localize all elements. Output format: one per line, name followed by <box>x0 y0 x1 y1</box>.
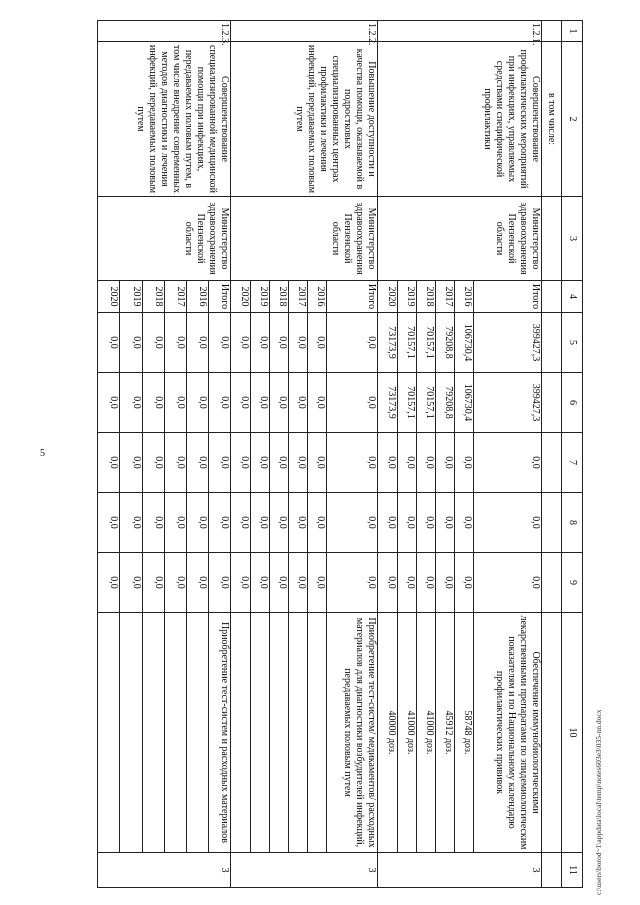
value-cell: 0,0 <box>250 433 269 493</box>
total-value: 0,0 <box>327 313 378 373</box>
row-number: 1.2.2. <box>231 21 378 42</box>
total-label: Итого <box>327 281 378 313</box>
value-cell: 0,0 <box>120 433 142 493</box>
year-cell: 2020 <box>378 281 397 313</box>
value-cell: 0,0 <box>98 373 120 433</box>
column-number-cell: 7 <box>562 433 583 493</box>
value-cell: 0,0 <box>436 553 455 613</box>
measure-name: Совершенствование профилактических мероприятий при инфекциях, управляемых средствами специфической профилактики <box>378 42 541 197</box>
value-cell: 0,0 <box>231 373 250 433</box>
column-number-cell: 9 <box>562 553 583 613</box>
value-cell: 0,0 <box>416 433 435 493</box>
result-title: Приобретение тест-систем и расходных материалов <box>209 613 231 853</box>
value-cell: 0,0 <box>289 433 308 493</box>
value-cell: 0,0 <box>142 313 164 373</box>
value-cell: 79208,8 <box>436 373 455 433</box>
total-value: 0,0 <box>474 493 541 553</box>
value-cell: 0,0 <box>231 433 250 493</box>
column-numbers-row <box>562 21 583 888</box>
value-cell: 0,0 <box>378 553 397 613</box>
value-cell: 0,0 <box>269 493 288 553</box>
year-cell: 2018 <box>142 281 164 313</box>
executor: Министерство здравоохранения Пензенской области <box>378 197 541 281</box>
value-cell: 0,0 <box>289 373 308 433</box>
result-value <box>142 613 164 853</box>
value-cell: 106730,4 <box>455 313 474 373</box>
result-value: 41000 доз. <box>416 613 435 853</box>
value-cell: 0,0 <box>250 493 269 553</box>
in-total-label: в том числе: <box>541 42 562 197</box>
value-cell: 0,0 <box>308 313 327 373</box>
value-cell: 0,0 <box>98 553 120 613</box>
footer-file-path: c:\users\borod~1\appdata\local\temp\notes603e3\035-nn.docx <box>594 709 603 895</box>
value-cell: 0,0 <box>186 313 208 373</box>
value-cell: 70157,1 <box>397 373 416 433</box>
page-number: 5 <box>40 448 45 459</box>
indicator-number: 3 <box>378 853 541 888</box>
program-table <box>97 20 583 888</box>
result-value <box>98 613 120 853</box>
value-cell: 73173,9 <box>378 373 397 433</box>
value-cell: 0,0 <box>397 493 416 553</box>
total-value: 0,0 <box>474 433 541 493</box>
total-value: 0,0 <box>327 433 378 493</box>
column-number-cell: 5 <box>562 313 583 373</box>
year-cell: 2020 <box>231 281 250 313</box>
value-cell: 0,0 <box>164 553 186 613</box>
value-cell: 0,0 <box>98 493 120 553</box>
result-value <box>164 613 186 853</box>
year-cell: 2016 <box>186 281 208 313</box>
value-cell: 0,0 <box>186 553 208 613</box>
value-cell: 0,0 <box>397 553 416 613</box>
value-cell: 0,0 <box>120 313 142 373</box>
block-total-row <box>474 21 541 888</box>
measure-name: Совершенствование специализированной медицинской помощи при инфекциях, передаваемых половым путем, в том числе внедрение современных методов диагностики и лечения инфекций, передаваемых половым путем <box>98 42 231 197</box>
value-cell: 70157,1 <box>416 313 435 373</box>
value-cell: 0,0 <box>142 433 164 493</box>
block-total-row <box>327 21 378 888</box>
indicator-number: 3 <box>231 853 378 888</box>
value-cell: 0,0 <box>416 493 435 553</box>
year-cell: 2020 <box>98 281 120 313</box>
total-value: 0,0 <box>209 313 231 373</box>
value-cell: 0,0 <box>120 373 142 433</box>
value-cell: 0,0 <box>289 493 308 553</box>
value-cell: 0,0 <box>397 433 416 493</box>
rotated-table-container <box>97 20 583 887</box>
column-number-cell: 10 <box>562 613 583 853</box>
indicator-number: 3 <box>98 853 231 888</box>
result-value <box>289 613 308 853</box>
value-cell: 73173,9 <box>378 313 397 373</box>
value-cell: 0,0 <box>98 313 120 373</box>
result-value <box>250 613 269 853</box>
year-cell: 2016 <box>308 281 327 313</box>
value-cell: 0,0 <box>164 433 186 493</box>
year-cell: 2019 <box>397 281 416 313</box>
value-cell: 0,0 <box>186 373 208 433</box>
total-value: 0,0 <box>327 553 378 613</box>
value-cell: 0,0 <box>186 493 208 553</box>
value-cell: 0,0 <box>164 493 186 553</box>
row-number: 1.2.1. <box>378 21 541 42</box>
value-cell: 0,0 <box>231 313 250 373</box>
total-value: 0,0 <box>474 553 541 613</box>
column-number-cell: 6 <box>562 373 583 433</box>
column-number-cell: 1 <box>562 21 583 42</box>
year-cell: 2017 <box>164 281 186 313</box>
blank-cell <box>541 21 562 42</box>
result-value: 45912 доз. <box>436 613 455 853</box>
result-value <box>120 613 142 853</box>
value-cell: 0,0 <box>269 373 288 433</box>
year-cell: 2017 <box>289 281 308 313</box>
column-number-cell: 11 <box>562 853 583 888</box>
year-cell: 2019 <box>250 281 269 313</box>
value-cell: 106730,4 <box>455 373 474 433</box>
value-cell: 0,0 <box>250 553 269 613</box>
year-cell: 2016 <box>455 281 474 313</box>
total-value: 0,0 <box>209 553 231 613</box>
total-label: Итого <box>209 281 231 313</box>
value-cell: 0,0 <box>142 553 164 613</box>
value-cell: 79208,8 <box>436 313 455 373</box>
column-number-cell: 2 <box>562 42 583 197</box>
value-cell: 0,0 <box>269 553 288 613</box>
result-value: 41000 доз. <box>397 613 416 853</box>
total-value: 0,0 <box>327 373 378 433</box>
column-number-cell: 8 <box>562 493 583 553</box>
result-value <box>308 613 327 853</box>
year-cell: 2019 <box>120 281 142 313</box>
column-number-cell: 4 <box>562 281 583 313</box>
value-cell: 0,0 <box>164 313 186 373</box>
row-number: 1.2.3. <box>98 21 231 42</box>
value-cell: 70157,1 <box>397 313 416 373</box>
value-cell: 0,0 <box>289 313 308 373</box>
total-value: 0,0 <box>209 373 231 433</box>
value-cell: 70157,1 <box>416 373 435 433</box>
block-total-row <box>209 21 231 888</box>
value-cell: 0,0 <box>378 493 397 553</box>
value-cell: 0,0 <box>142 493 164 553</box>
value-cell: 0,0 <box>455 553 474 613</box>
value-cell: 0,0 <box>436 493 455 553</box>
value-cell: 0,0 <box>308 493 327 553</box>
total-value: 399427,3 <box>474 313 541 373</box>
value-cell: 0,0 <box>120 553 142 613</box>
value-cell: 0,0 <box>378 433 397 493</box>
total-value: 0,0 <box>209 493 231 553</box>
value-cell: 0,0 <box>231 553 250 613</box>
executor: Министерство здравоохранения Пензенской области <box>98 197 231 281</box>
value-cell: 0,0 <box>308 553 327 613</box>
value-cell: 0,0 <box>164 373 186 433</box>
total-value: 0,0 <box>327 493 378 553</box>
value-cell: 0,0 <box>269 313 288 373</box>
result-value: 58748 доз. <box>455 613 474 853</box>
total-value: 399427,3 <box>474 373 541 433</box>
result-title: Обеспечение иммунобиологическими лекарственными препаратами по эпидемиологическим показателям и по Национальному календарю профилактических прививок <box>474 613 541 853</box>
value-cell: 0,0 <box>455 433 474 493</box>
value-cell: 0,0 <box>186 433 208 493</box>
in-total-row <box>541 21 562 888</box>
result-title: Приобретение тест-систем/ медикаментов/ расходных материалов для диагностики возбудителей инфекций, передаваемых половым путем <box>327 613 378 853</box>
result-value <box>269 613 288 853</box>
value-cell: 0,0 <box>250 373 269 433</box>
value-cell: 0,0 <box>231 493 250 553</box>
executor: Министерство здравоохранения Пензенской области <box>231 197 378 281</box>
result-value <box>231 613 250 853</box>
value-cell: 0,0 <box>455 493 474 553</box>
year-cell: 2018 <box>416 281 435 313</box>
column-number-cell: 3 <box>562 197 583 281</box>
value-cell: 0,0 <box>308 373 327 433</box>
total-label: Итого <box>474 281 541 313</box>
result-value: 40000 доз. <box>378 613 397 853</box>
value-cell: 0,0 <box>289 553 308 613</box>
value-cell: 0,0 <box>120 493 142 553</box>
value-cell: 0,0 <box>416 553 435 613</box>
result-value <box>186 613 208 853</box>
value-cell: 0,0 <box>98 433 120 493</box>
value-cell: 0,0 <box>250 313 269 373</box>
table-body <box>98 21 583 888</box>
year-cell: 2017 <box>436 281 455 313</box>
total-value: 0,0 <box>209 433 231 493</box>
measure-name: Повышение доступности и качества помощи, оказываемой в подростковых специализированных центрах профилактики и лечения инфекций, передаваемых половым путем <box>231 42 378 197</box>
value-cell: 0,0 <box>436 433 455 493</box>
value-cell: 0,0 <box>142 373 164 433</box>
year-cell: 2018 <box>269 281 288 313</box>
value-cell: 0,0 <box>269 433 288 493</box>
value-cell: 0,0 <box>308 433 327 493</box>
